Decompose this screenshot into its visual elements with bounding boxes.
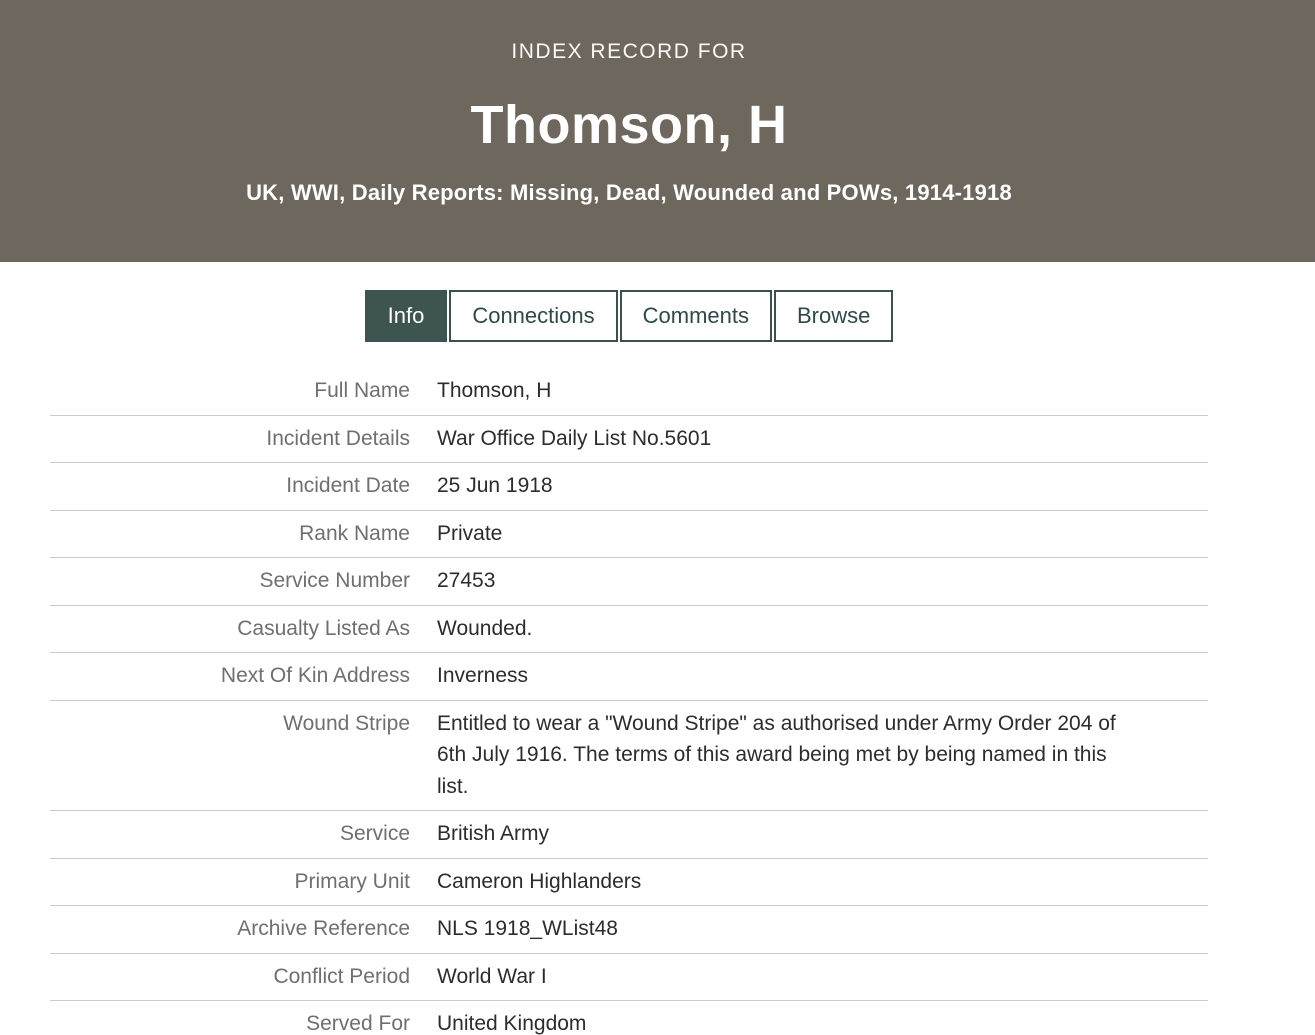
field-value: NLS 1918_WList48 bbox=[437, 917, 618, 940]
field-label: Service Number bbox=[259, 569, 410, 592]
record-row bbox=[50, 368, 1208, 416]
tab-browse[interactable]: Browse bbox=[774, 290, 893, 342]
field-label: Incident Date bbox=[286, 474, 410, 497]
field-value: United Kingdom bbox=[437, 1012, 587, 1035]
field-value: World War I bbox=[437, 964, 547, 988]
hero-inner bbox=[50, 0, 1208, 206]
field-label: Casualty Listed As bbox=[237, 616, 410, 640]
record-row bbox=[50, 859, 1208, 907]
tab-info[interactable]: Info bbox=[365, 290, 448, 342]
field-label: Service bbox=[339, 822, 410, 845]
record-row bbox=[50, 606, 1208, 654]
record-hero bbox=[0, 0, 1315, 262]
record-row bbox=[50, 463, 1208, 511]
record-row bbox=[50, 954, 1208, 1002]
field-label: Full Name bbox=[314, 379, 410, 402]
field-value: British Army bbox=[437, 822, 550, 845]
record-row bbox=[50, 811, 1208, 859]
record-row bbox=[50, 511, 1208, 559]
collection-title: UK, WWI, Daily Reports: Missing, Dead, Wounded and POWs, 1914-1918 bbox=[246, 180, 1012, 205]
record-row bbox=[50, 701, 1208, 812]
field-value: War Office Daily List No.5601 bbox=[437, 426, 712, 450]
field-label: Archive Reference bbox=[237, 917, 410, 940]
field-value: Private bbox=[437, 521, 503, 545]
field-label: Served For bbox=[306, 1012, 410, 1035]
field-value: Entitled to wear a "Wound Stripe" as authorised under Army Order 204 of 6th July 1916. The terms of this award being met by being named in this list. bbox=[437, 711, 1116, 798]
field-label: Incident Details bbox=[266, 426, 410, 450]
hero-eyebrow: INDEX RECORD FOR bbox=[511, 40, 747, 63]
field-value: Cameron Highlanders bbox=[437, 869, 642, 893]
record-row bbox=[50, 653, 1208, 701]
field-label: Primary Unit bbox=[294, 869, 410, 893]
field-value: 27453 bbox=[437, 569, 496, 592]
field-label: Next Of Kin Address bbox=[220, 664, 410, 687]
field-value: Inverness bbox=[437, 664, 529, 687]
field-label: Wound Stripe bbox=[283, 711, 410, 735]
record-row bbox=[50, 558, 1208, 606]
field-value: Wounded. bbox=[437, 616, 533, 640]
record-row bbox=[50, 1001, 1208, 1035]
field-value: Thomson, H bbox=[437, 379, 552, 402]
tab-connections[interactable]: Connections bbox=[449, 290, 617, 342]
tab-bar bbox=[50, 290, 1208, 342]
tab-comments[interactable]: Comments bbox=[620, 290, 772, 342]
record-table bbox=[50, 368, 1208, 1035]
field-value: 25 Jun 1918 bbox=[437, 474, 553, 497]
field-label: Rank Name bbox=[299, 521, 410, 545]
record-row bbox=[50, 416, 1208, 464]
page-title: Thomson, H bbox=[470, 95, 788, 155]
record-row bbox=[50, 906, 1208, 954]
field-label: Conflict Period bbox=[273, 964, 410, 988]
